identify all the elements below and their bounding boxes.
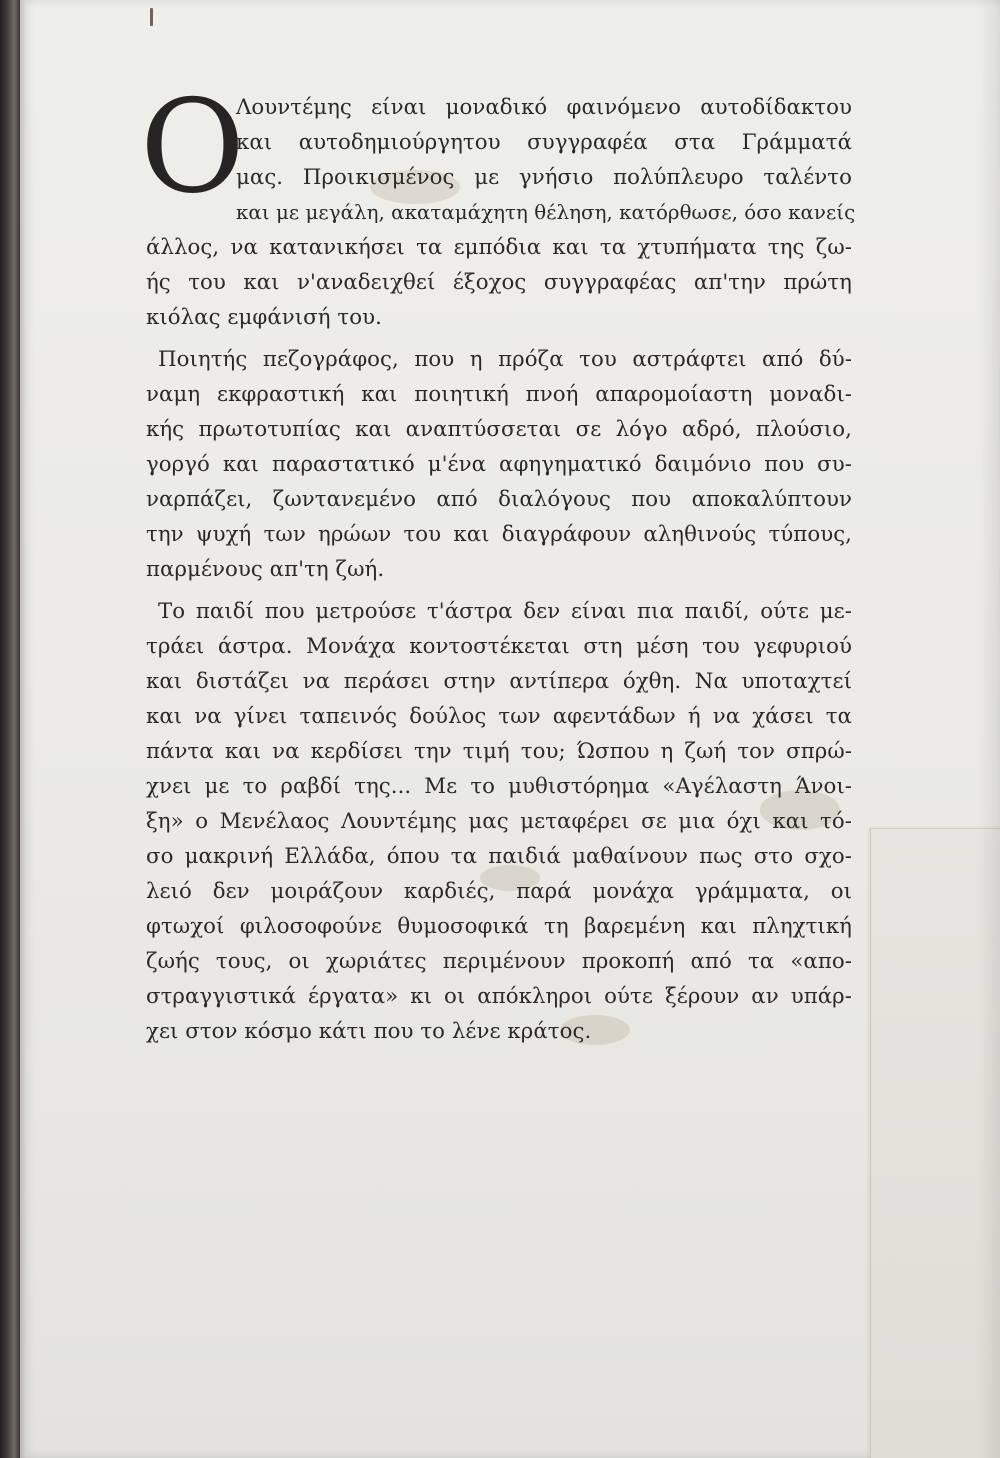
blurb-line: ζωής τους, οι χωριάτες περιμένουν προκοπή από τα «απο- bbox=[146, 949, 852, 974]
blurb-line: ξη» ο Μενέλαος Λουντέμης μας μεταφέρει σε μια όχι και τό- bbox=[146, 809, 852, 834]
blurb-line: Το παιδί που μετρούσε τ'άστρα δεν είναι πια παιδί, ούτε με- bbox=[158, 599, 852, 624]
blurb-paragraph-2 bbox=[146, 342, 852, 587]
blurb-line: λειό δεν μοιράζουν καρδιές, παρά μονάχα γράμματα, οι bbox=[146, 879, 852, 904]
drop-cap-letter: Ο bbox=[140, 73, 245, 222]
blurb-line: μας. Προικισμένος με γνήσιο πολύπλευρο ταλέντο bbox=[236, 165, 852, 190]
cover-mark bbox=[150, 8, 153, 26]
blurb-line: Ποιητής πεζογράφος, που η πρόζα του αστράφτει από δύ- bbox=[158, 347, 852, 372]
blurb-line: τράει άστρα. Μονάχα κοντοστέκεται στη μέση του γεφυριού bbox=[146, 634, 852, 659]
blurb-line: και αυτοδημιούργητου συγγραφέα στα Γράμματά bbox=[236, 130, 852, 155]
blurb-line: άλλος, να κατανικήσει τα εμπόδια και τα χτυπήματα της ζω- bbox=[146, 235, 852, 260]
blurb-line: παρμένους απ'τη ζωή. bbox=[146, 557, 385, 582]
blurb-line: και με μεγάλη, ακαταμάχητη θέληση, κατόρθωσε, όσο κανείς bbox=[236, 201, 856, 224]
blurb-line: ής του και ν'αναδειχθεί έξοχος συγγραφέας απ'την πρώτη bbox=[146, 270, 852, 295]
blurb-line: χνει με το ραβδί της... Με το μυθιστόρημα «Αγέλαστη Άνοι- bbox=[146, 774, 852, 799]
blurb-line: πάντα και να κερδίσει την τιμή του; Ώσπου η ζωή τον σπρώ- bbox=[146, 739, 852, 764]
blurb-line: φτωχοί φιλοσοφούνε θυμοσοφικά τη βαρεμένη και πληχτική bbox=[146, 914, 852, 939]
blurb-paragraph-3 bbox=[146, 594, 852, 1049]
blurb-line: και να γίνει ταπεινός δούλος των αφεντάδων ή να χάσει τα bbox=[146, 704, 852, 729]
blurb-paragraph-1 bbox=[140, 73, 856, 335]
blurb-line: κής πρωτοτυπίας και αναπτύσσεται σε λόγο αδρό, πλούσιο, bbox=[146, 417, 852, 442]
blurb-line: την ψυχή των ηρώων του και διαγράφουν αληθινούς τύπους, bbox=[146, 522, 852, 547]
blurb-line: και διστάζει να περάσει στην αντίπερα όχθη. Να υποταχτεί bbox=[146, 669, 852, 694]
blurb-line: σο μακρινή Ελλάδα, όπου τα παιδιά μαθαίνουν πως στο σχο- bbox=[146, 844, 852, 869]
cover-edge-shade bbox=[978, 0, 1000, 1458]
blurb-line: γοργό και παραστατικό μ'ένα αφηγηματικό δαιμόνιο που συ- bbox=[146, 452, 852, 477]
spine-shadow bbox=[0, 0, 26, 1458]
blurb-line: χει στον κόσμο κάτι που το λένε κράτος. bbox=[146, 1019, 592, 1044]
blurb-text bbox=[140, 73, 856, 1056]
blurb-line: ναρπάζει, ζωντανεμένο από διαλόγους που αποκαλύπτουν bbox=[146, 487, 852, 512]
blurb-line: στραγγιστικά έργατα» κι οι απόκληροι ούτε ξέρουν αν υπάρ- bbox=[146, 984, 852, 1009]
blurb-line: ναμη εκφραστική και ποιητική πνοή απαρομοίαστη μοναδι- bbox=[146, 382, 852, 407]
blurb-line: Λουντέμης είναι μοναδικό φαινόμενο αυτοδίδακτου bbox=[236, 95, 852, 120]
blurb-line: κιόλας εμφάνισή του. bbox=[146, 305, 382, 330]
